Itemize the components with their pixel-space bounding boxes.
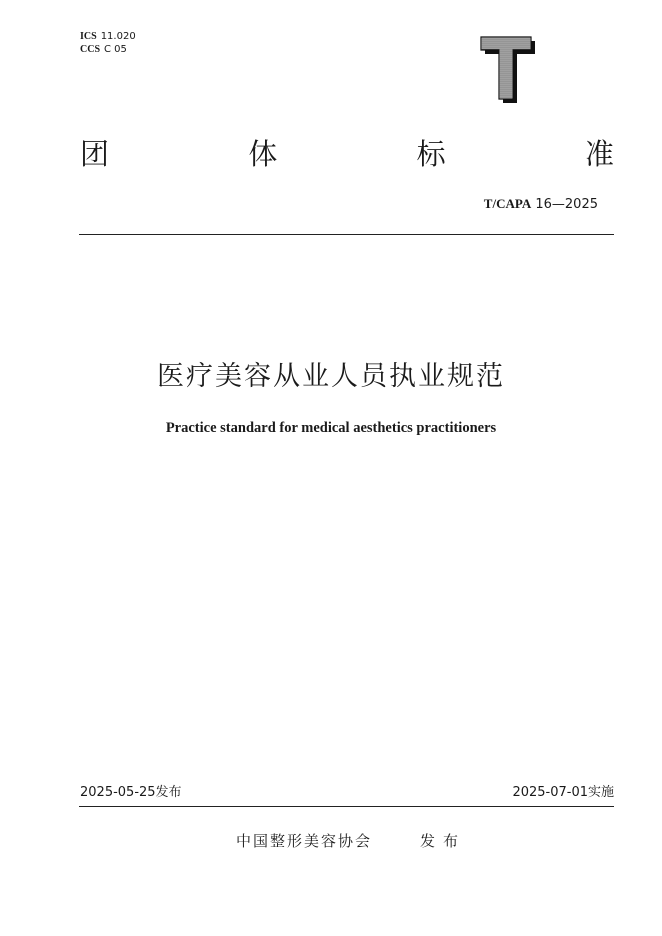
- classification-codes: [80, 30, 136, 56]
- ccs-code: [80, 43, 136, 56]
- standard-type-T-icon: [478, 34, 536, 104]
- bottom-divider: [79, 806, 614, 807]
- title-english: Practice standard for medical aesthetics practitioners: [165, 420, 497, 436]
- kind-char: 团: [80, 137, 110, 171]
- release-date: 2025-05-25发布: [80, 785, 182, 800]
- ics-code: [80, 30, 136, 43]
- standard-prefix: T/CAPA: [483, 196, 532, 211]
- kind-char: 标: [416, 137, 446, 171]
- publisher-name: 中国整形美容协会: [236, 832, 373, 850]
- top-divider: [79, 234, 614, 235]
- standard-number: [484, 196, 598, 213]
- ccs-value: C 05: [104, 44, 127, 55]
- implement-date: 2025-07-01实施: [512, 785, 614, 800]
- kind-char: 准: [584, 137, 614, 171]
- document-kind: [80, 137, 614, 171]
- title-chinese: 医疗美容从业人员执业规范: [157, 361, 505, 392]
- ics-label: ICS: [80, 31, 97, 42]
- kind-char: 体: [248, 137, 278, 171]
- ics-value: 11.020: [100, 31, 136, 42]
- ccs-label: CCS: [80, 44, 101, 55]
- standard-code: 16—2025: [535, 197, 598, 212]
- publish-label: 发布: [420, 832, 467, 850]
